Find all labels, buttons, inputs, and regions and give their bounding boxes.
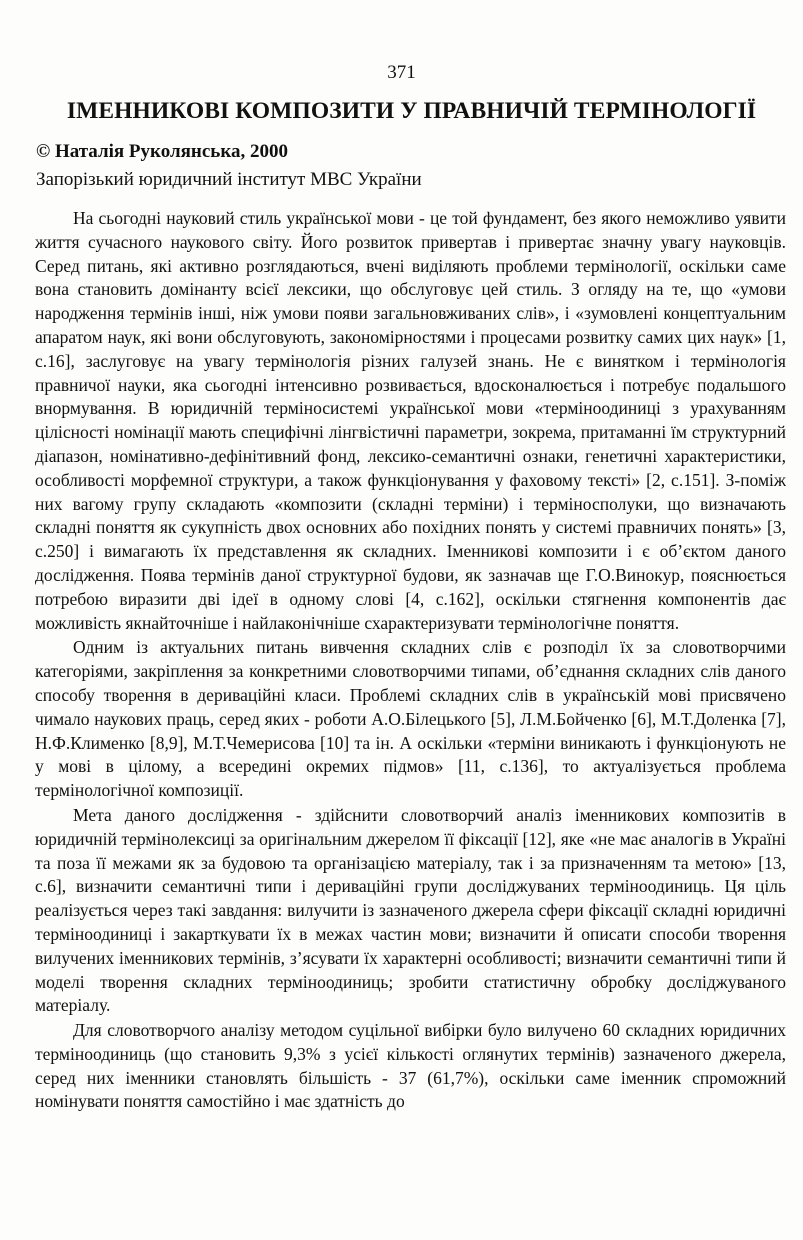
author-line: © Наталія Руколянська, 2000	[36, 141, 289, 162]
page-number: 371	[387, 62, 416, 83]
body-paragraph-1: На сьогодні науковий стиль української мови - це той фундамент, без якого неможливо уявити життя сучасного наукового світу. Його розвиток привертав і привертає значну увагу науковців. Серед питань, які активно розглядаються, вчені виділяють проблеми термінології, оскільки саме вона становить домінанту всієї лексики, що обслуговує цей стиль. З огляду на те, що «умови народження термінів інші, ніж умови появи загальновживаних слів», і «зумовлені концептуальним апаратом наук, які вони обслуговують, закономірностями і процесами розвитку самих цих наук» [1, с.16], заслуговує на увагу термінологія різних галузей знань. Не є винятком і термінологія правничої науки, яка сьогодні інтенсивно розвивається, вдосконалюється і потребує подальшого внормування. В юридичній терміносистемі української мови «терміноодиниці з урахуванням цілісності номінації мають специфічні лінгвістичні параметри, зокрема, притаманні їм структурний діапазон, номінативно-дефінітивний фонд, лексико-семантичні ознаки, генетичні характеристики, особливості морфемної структури, а також функціонування у фаховому тексті» [2, с.151]. З-поміж них вагому групу складають «композити (складні терміни) і терміносполуки, що визначають складні поняття як сукупність двох основних або похідних понять у системі правничих понять» [3, с.250] і вимагають їх представлення як складних. Іменникові композити і є об’єктом даного дослідження. Поява термінів даної структурної будови, як зазначав ще Г.О.Винокур, пояснюється потребою виразити дві ідеї в одному слові [4, с.162], оскільки стягнення компонентів дає можливість якнайточніше і найлаконічніше схарактеризувати термінологічне поняття.	[35, 208, 786, 633]
body-paragraph-2: Одним із актуальних питань вивчення складних слів є розподіл їх за словотворчими категоріями, закріплення за конкретними словотворчими типами, об’єднання складних слів даного способу творення в дериваційні класи. Проблемі складних слів в українській мові присвячено чимало наукових праць, серед яких - роботи А.О.Білецького [5], Л.М.Бойченко [6], М.Т.Доленка [7], Н.Ф.Клименко [8,9], М.Т.Чемерисова [10] та ін. А оскільки «терміни виникають і функціонують не у мові в цілому, а всередині окремих підмов» [11, с.136], то актуалізується проблема термінологічної композиції.	[35, 637, 786, 801]
article-title: ІМЕННИКОВІ КОМПОЗИТИ У ПРАВНИЧІЙ ТЕРМІНОЛОГІЇ	[66, 98, 757, 124]
body-paragraph-4: Для словотворчого аналізу методом суцільної вибірки було вилучено 60 складних юридичних терміноодиниць (що становить 9,3% з усієї кількості оглянутих термінів) зазначеного джерела, серед них іменники становлять більшість - 37 (61,7%), оскільки саме іменник спроможний номінувати поняття самостійно і має здатність до	[35, 1020, 786, 1112]
article-body	[35, 207, 786, 1115]
affiliation-line: Запорізький юридичний інститут МВС України	[36, 169, 422, 190]
body-paragraph-3: Мета даного дослідження - здійснити словотворчий аналіз іменникових композитів в юридичній термінолексиці за оригінальним джерелом її фіксації [12], яке «не має аналогів в Україні та поза її межами як за будовою та організацією матеріалу, так і за призначенням та метою» [13, с.6], визначити семантичні типи і дериваційні групи досліджуваних терміноодиниць. Ця ціль реалізується через такі завдання: вилучити із зазначеного джерела сфери фіксації складні юридичні терміноодиниці і закарткувати їх в межах частин мови; визначити й описати способи творення вилучених іменникових термінів, з’ясувати їх характерні особливості; визначити семантичні типи й моделі творення складних терміноодиниць; зробити статистичну обробку досліджуваного матеріалу.	[35, 804, 786, 1016]
